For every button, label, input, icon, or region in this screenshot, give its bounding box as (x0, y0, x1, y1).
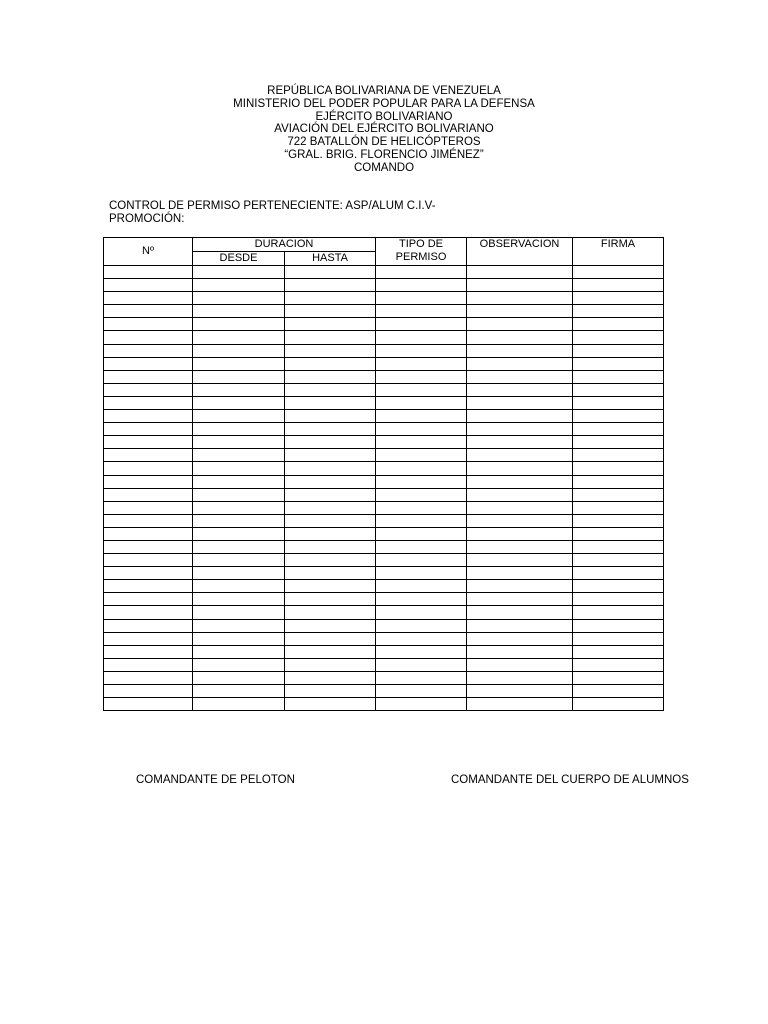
cell-observacion (467, 658, 573, 671)
cell-desde (193, 292, 285, 305)
cell-hasta (285, 396, 376, 409)
cell-desde (193, 305, 285, 318)
table-row (104, 698, 664, 711)
cell-tipo-permiso (376, 554, 467, 567)
cell-firma (573, 593, 664, 606)
table-row (104, 514, 664, 527)
cell-tipo-permiso (376, 619, 467, 632)
cell-firma (573, 331, 664, 344)
cell-tipo-permiso (376, 501, 467, 514)
table-row (104, 580, 664, 593)
cell-desde (193, 645, 285, 658)
header-army: EJÉRCITO BOLIVARIANO (315, 110, 453, 123)
cell-firma (573, 370, 664, 383)
cell-hasta (285, 632, 376, 645)
permit-rows (104, 266, 664, 711)
cell-no (104, 540, 193, 553)
cell-tipo-permiso (376, 540, 467, 553)
cell-observacion (467, 593, 573, 606)
cell-no (104, 488, 193, 501)
cell-desde (193, 357, 285, 370)
cell-observacion (467, 357, 573, 370)
cell-hasta (285, 593, 376, 606)
cell-tipo-permiso (376, 292, 467, 305)
cell-observacion (467, 318, 573, 331)
column-header-observacion: OBSERVACION (467, 238, 573, 266)
cell-firma (573, 554, 664, 567)
cell-firma (573, 423, 664, 436)
table-row (104, 410, 664, 423)
cell-observacion (467, 475, 573, 488)
cell-firma (573, 475, 664, 488)
table-row (104, 593, 664, 606)
cell-tipo-permiso (376, 266, 467, 279)
cell-tipo-permiso (376, 423, 467, 436)
cell-hasta (285, 619, 376, 632)
table-row (104, 632, 664, 645)
cell-desde (193, 344, 285, 357)
cell-observacion (467, 396, 573, 409)
table-row (104, 567, 664, 580)
cell-observacion (467, 685, 573, 698)
cell-tipo-permiso (376, 410, 467, 423)
cell-no (104, 580, 193, 593)
cell-observacion (467, 488, 573, 501)
cell-tipo-permiso (376, 475, 467, 488)
table-row (104, 449, 664, 462)
cell-observacion (467, 266, 573, 279)
table-row (104, 658, 664, 671)
cell-hasta (285, 462, 376, 475)
cell-hasta (285, 671, 376, 684)
cell-no (104, 266, 193, 279)
cell-desde (193, 554, 285, 567)
table-row (104, 475, 664, 488)
cell-tipo-permiso (376, 514, 467, 527)
cell-hasta (285, 514, 376, 527)
cell-hasta (285, 266, 376, 279)
cell-no (104, 449, 193, 462)
column-header-no: Nº (104, 238, 193, 266)
cell-hasta (285, 318, 376, 331)
cell-no (104, 410, 193, 423)
table-row (104, 685, 664, 698)
tipo-label-line-1: TIPO DE (399, 238, 444, 250)
cell-observacion (467, 619, 573, 632)
cell-no (104, 619, 193, 632)
cell-firma (573, 619, 664, 632)
cell-no (104, 396, 193, 409)
cell-no (104, 527, 193, 540)
table-row (104, 344, 664, 357)
cell-observacion (467, 501, 573, 514)
column-header-tipo-permiso (376, 238, 467, 266)
cell-firma (573, 671, 664, 684)
cell-tipo-permiso (376, 658, 467, 671)
table-row (104, 436, 664, 449)
table-row (104, 554, 664, 567)
header-namesake: “GRAL. BRIG. FLORENCIO JIMÉNEZ” (284, 148, 484, 161)
cell-no (104, 645, 193, 658)
cell-hasta (285, 279, 376, 292)
cell-desde (193, 567, 285, 580)
cell-tipo-permiso (376, 370, 467, 383)
cell-no (104, 383, 193, 396)
cell-firma (573, 357, 664, 370)
cell-firma (573, 514, 664, 527)
tipo-label-line-2: PERMISO (395, 250, 447, 263)
permit-table (103, 237, 664, 711)
cell-desde (193, 580, 285, 593)
cell-no (104, 344, 193, 357)
cell-hasta (285, 305, 376, 318)
cell-no (104, 357, 193, 370)
cell-observacion (467, 449, 573, 462)
cell-desde (193, 279, 285, 292)
cell-tipo-permiso (376, 436, 467, 449)
table-row (104, 606, 664, 619)
cell-firma (573, 632, 664, 645)
cell-observacion (467, 370, 573, 383)
cell-observacion (467, 344, 573, 357)
cell-tipo-permiso (376, 580, 467, 593)
cell-firma (573, 580, 664, 593)
cell-hasta (285, 554, 376, 567)
cell-tipo-permiso (376, 527, 467, 540)
table-row (104, 462, 664, 475)
cell-firma (573, 527, 664, 540)
cell-no (104, 658, 193, 671)
table-row (104, 645, 664, 658)
cell-tipo-permiso (376, 488, 467, 501)
cell-hasta (285, 488, 376, 501)
cell-firma (573, 606, 664, 619)
cell-desde (193, 449, 285, 462)
cell-hasta (285, 331, 376, 344)
cell-hasta (285, 606, 376, 619)
column-header-duracion: DURACION (193, 238, 376, 252)
cell-desde (193, 318, 285, 331)
cell-no (104, 593, 193, 606)
cell-hasta (285, 527, 376, 540)
cell-firma (573, 645, 664, 658)
cell-observacion (467, 292, 573, 305)
header-ministry: MINISTERIO DEL PODER POPULAR PARA LA DEFENSA (233, 97, 535, 110)
cell-desde (193, 475, 285, 488)
cell-hasta (285, 436, 376, 449)
table-row (104, 527, 664, 540)
table-row (104, 423, 664, 436)
column-header-hasta: HASTA (285, 252, 376, 266)
cell-desde (193, 488, 285, 501)
cell-hasta (285, 292, 376, 305)
cell-desde (193, 671, 285, 684)
cell-observacion (467, 606, 573, 619)
cell-desde (193, 383, 285, 396)
cell-no (104, 685, 193, 698)
cell-tipo-permiso (376, 567, 467, 580)
table-row (104, 331, 664, 344)
cell-firma (573, 279, 664, 292)
cell-desde (193, 462, 285, 475)
cell-firma (573, 449, 664, 462)
cell-desde (193, 501, 285, 514)
table-row (104, 396, 664, 409)
signature-student-corps-commander: COMANDANTE DEL CUERPO DE ALUMNOS (451, 774, 689, 786)
cell-no (104, 514, 193, 527)
cell-desde (193, 436, 285, 449)
cell-tipo-permiso (376, 357, 467, 370)
cell-no (104, 606, 193, 619)
cell-tipo-permiso (376, 279, 467, 292)
cell-firma (573, 567, 664, 580)
table-row (104, 266, 664, 279)
cell-hasta (285, 645, 376, 658)
cell-desde (193, 396, 285, 409)
cell-desde (193, 527, 285, 540)
cell-firma (573, 540, 664, 553)
cell-tipo-permiso (376, 383, 467, 396)
cell-tipo-permiso (376, 305, 467, 318)
cell-tipo-permiso (376, 671, 467, 684)
table-row (104, 671, 664, 684)
cell-observacion (467, 331, 573, 344)
cell-observacion (467, 632, 573, 645)
cell-firma (573, 266, 664, 279)
table-row (104, 540, 664, 553)
signature-platoon-commander: COMANDANTE DE PELOTON (136, 774, 295, 786)
cell-firma (573, 383, 664, 396)
cell-desde (193, 370, 285, 383)
cell-desde (193, 698, 285, 711)
column-header-desde: DESDE (193, 252, 285, 266)
cell-hasta (285, 501, 376, 514)
cell-firma (573, 462, 664, 475)
cell-observacion (467, 567, 573, 580)
cell-hasta (285, 423, 376, 436)
cell-observacion (467, 645, 573, 658)
cell-no (104, 632, 193, 645)
cell-no (104, 305, 193, 318)
cell-observacion (467, 462, 573, 475)
cell-desde (193, 410, 285, 423)
cell-no (104, 671, 193, 684)
cell-firma (573, 436, 664, 449)
cell-no (104, 475, 193, 488)
cell-hasta (285, 383, 376, 396)
cell-firma (573, 410, 664, 423)
cell-no (104, 318, 193, 331)
cell-firma (573, 396, 664, 409)
cell-firma (573, 488, 664, 501)
cell-tipo-permiso (376, 645, 467, 658)
cell-desde (193, 331, 285, 344)
control-line-1: CONTROL DE PERMISO PERTENECIENTE: ASP/ALUM C.I.V- (109, 200, 436, 212)
cell-hasta (285, 658, 376, 671)
table-row (104, 370, 664, 383)
table-row (104, 292, 664, 305)
cell-hasta (285, 685, 376, 698)
cell-hasta (285, 344, 376, 357)
header-battalion: 722 BATALLÓN DE HELICÓPTEROS (287, 136, 481, 149)
cell-desde (193, 540, 285, 553)
cell-no (104, 501, 193, 514)
cell-observacion (467, 514, 573, 527)
cell-firma (573, 685, 664, 698)
cell-observacion (467, 423, 573, 436)
cell-observacion (467, 554, 573, 567)
table-row (104, 619, 664, 632)
header-aviation: AVIACIÓN DEL EJÉRCITO BOLIVARIANO (274, 123, 494, 136)
cell-hasta (285, 449, 376, 462)
cell-desde (193, 658, 285, 671)
document-header (0, 85, 768, 175)
cell-no (104, 423, 193, 436)
cell-hasta (285, 370, 376, 383)
cell-observacion (467, 279, 573, 292)
cell-tipo-permiso (376, 449, 467, 462)
cell-hasta (285, 540, 376, 553)
cell-no (104, 279, 193, 292)
cell-tipo-permiso (376, 331, 467, 344)
column-header-firma: FIRMA (573, 238, 664, 266)
cell-desde (193, 593, 285, 606)
cell-firma (573, 698, 664, 711)
cell-tipo-permiso (376, 685, 467, 698)
cell-tipo-permiso (376, 606, 467, 619)
cell-desde (193, 514, 285, 527)
cell-no (104, 698, 193, 711)
cell-hasta (285, 475, 376, 488)
cell-tipo-permiso (376, 593, 467, 606)
cell-observacion (467, 305, 573, 318)
cell-firma (573, 292, 664, 305)
cell-tipo-permiso (376, 344, 467, 357)
cell-desde (193, 266, 285, 279)
cell-firma (573, 344, 664, 357)
table-row (104, 318, 664, 331)
cell-tipo-permiso (376, 632, 467, 645)
cell-observacion (467, 410, 573, 423)
cell-no (104, 436, 193, 449)
cell-tipo-permiso (376, 698, 467, 711)
cell-hasta (285, 698, 376, 711)
cell-observacion (467, 527, 573, 540)
cell-no (104, 554, 193, 567)
cell-firma (573, 658, 664, 671)
cell-desde (193, 606, 285, 619)
table-row (104, 357, 664, 370)
cell-observacion (467, 540, 573, 553)
cell-desde (193, 685, 285, 698)
header-command: COMANDO (353, 161, 415, 174)
cell-desde (193, 632, 285, 645)
cell-firma (573, 318, 664, 331)
cell-firma (573, 305, 664, 318)
cell-hasta (285, 410, 376, 423)
cell-hasta (285, 567, 376, 580)
cell-hasta (285, 580, 376, 593)
table-row (104, 501, 664, 514)
table-row (104, 488, 664, 501)
cell-no (104, 331, 193, 344)
cell-tipo-permiso (376, 462, 467, 475)
cell-no (104, 567, 193, 580)
cell-no (104, 292, 193, 305)
cell-observacion (467, 671, 573, 684)
cell-tipo-permiso (376, 318, 467, 331)
header-republic: REPÚBLICA BOLIVARIANA DE VENEZUELA (267, 85, 501, 97)
cell-firma (573, 501, 664, 514)
table-row (104, 383, 664, 396)
cell-observacion (467, 580, 573, 593)
cell-desde (193, 619, 285, 632)
table-row (104, 305, 664, 318)
cell-observacion (467, 436, 573, 449)
control-title (109, 200, 469, 226)
cell-no (104, 370, 193, 383)
cell-tipo-permiso (376, 396, 467, 409)
cell-observacion (467, 383, 573, 396)
cell-observacion (467, 698, 573, 711)
control-line-2: PROMOCIÓN: (109, 213, 185, 225)
cell-hasta (285, 357, 376, 370)
cell-no (104, 462, 193, 475)
cell-desde (193, 423, 285, 436)
table-row (104, 279, 664, 292)
